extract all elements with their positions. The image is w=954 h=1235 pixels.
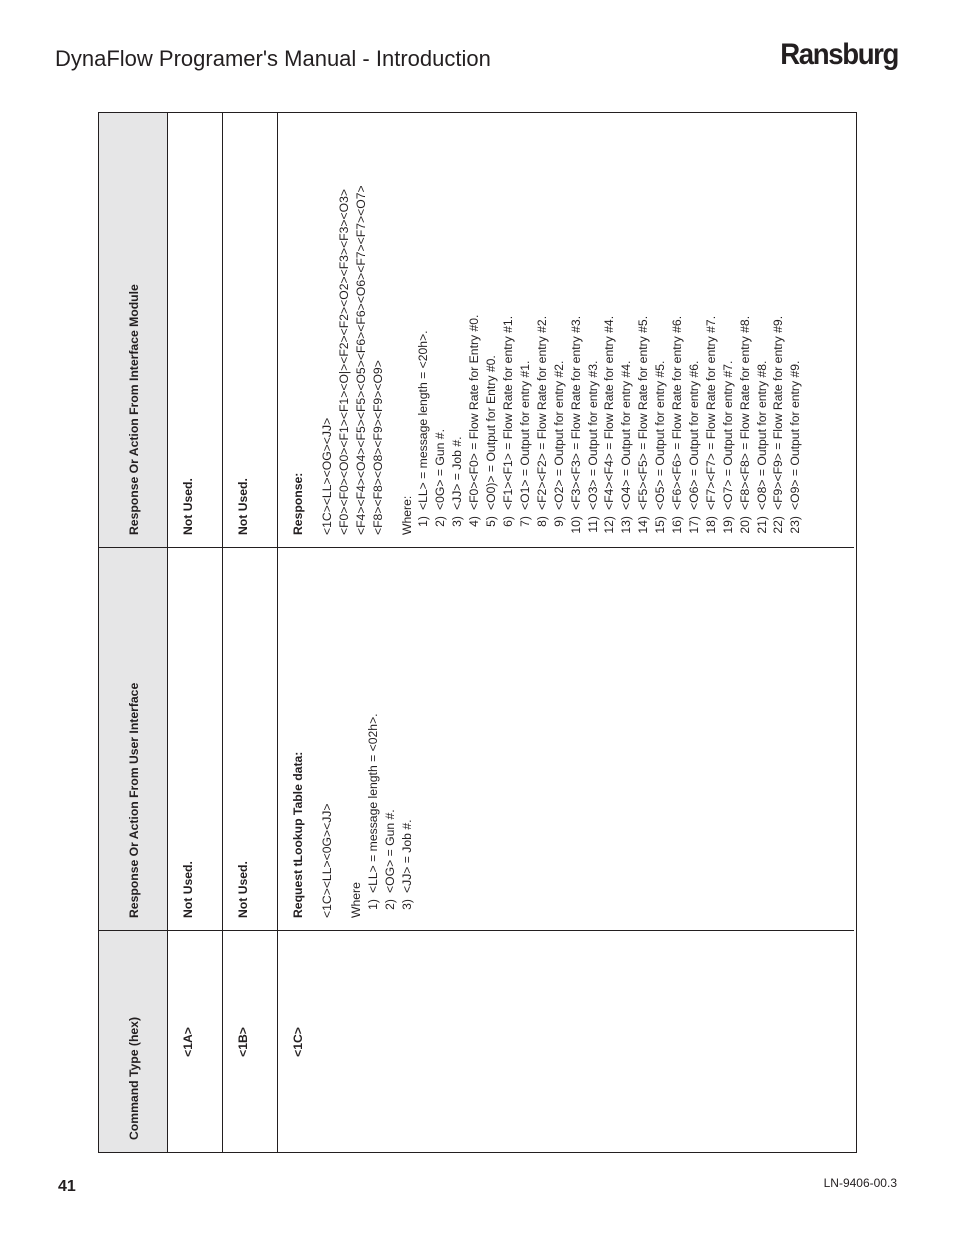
table-row	[168, 113, 223, 1152]
column-header-user-interface: Response Or Action From User Interface	[99, 547, 167, 930]
list-item: 13) <O4> = Output for entry #4.	[619, 360, 634, 534]
list-item: 20) <F8><F8> = Flow Rate for entry #8.	[737, 315, 752, 534]
module-response-heading: Response:	[291, 472, 305, 535]
list-item: 15) <O5> = Output for entry #5.	[653, 360, 668, 534]
list-item: 6) <F1><F1> = Flow Rate for entry #1.	[500, 315, 515, 527]
module-response-cell: Not Used.	[181, 478, 195, 535]
module-response-cell: Not Used.	[236, 478, 250, 535]
page-title: DynaFlow Programer's Manual - Introduction	[55, 46, 491, 71]
module-field-list	[415, 126, 804, 535]
ui-request-code: <1C><LL><0G><JJ>	[319, 803, 334, 918]
list-item: 2) <OG> = Gun #.	[382, 809, 397, 910]
module-response-code: <1C><LL><OG><JJ> <F0><F0><O0><F1><F1><O|><F2><F2><O2><F3><F3><O3> <F4><F4><O4><F5><F5><O5><F6><F6><O6><F7><F7><O7> <F8><F8><O8><F9><F9><O9>	[319, 185, 385, 535]
list-item: 9) <O2> = Output for entry #2.	[551, 360, 566, 527]
document-id: LN-9406-00.3	[823, 1176, 897, 1190]
list-item: 10) <F3><F3> = Flow Rate for entry #3.	[568, 315, 583, 534]
table-row	[223, 113, 278, 1152]
command-code: <1B>	[236, 1027, 250, 1057]
list-item: 12) <F4><F4> = Flow Rate for entry #4.	[602, 315, 617, 534]
command-code: <1C>	[291, 1027, 305, 1057]
command-cell	[223, 930, 277, 1152]
ui-response-cell	[278, 547, 854, 930]
ui-where-label: Where	[348, 882, 363, 918]
list-item: 8) <F2><F2> = Flow Rate for entry #2.	[534, 315, 549, 527]
list-item: 11) <O3> = Output for entry #3.	[585, 360, 600, 533]
list-item: 1) <LL> = message length = <02h>.	[365, 713, 380, 910]
list-item: 18) <F7><F7> = Flow Rate for entry #7.	[703, 315, 718, 534]
list-item: 4) <F0><F0> = Flow Rate for Entry #0.	[467, 314, 482, 527]
ui-response-cell: Not Used.	[168, 547, 222, 930]
command-cell	[168, 930, 222, 1152]
table-header-row	[99, 113, 168, 1152]
list-item: 14) <F5><F5> = Flow Rate for entry #5.	[636, 315, 651, 534]
command-code: <1A>	[181, 1027, 195, 1057]
brand-logo: Ransburg	[780, 38, 898, 71]
command-table-rotated	[99, 113, 856, 1152]
list-item: 23) <O9> = Output for entry #9.	[788, 360, 803, 534]
column-header-command-type: Command Type (hex)	[99, 930, 167, 1152]
table-row	[278, 113, 854, 1152]
column-header-interface-module: Response Or Action From Interface Module	[127, 284, 141, 535]
list-item: 22) <F9><F9> = Flow Rate for entry #9.	[771, 315, 786, 534]
list-item: 1) <LL> = message length = <20h>.	[416, 330, 431, 527]
list-item: 7) <O1> = Output for entry #1.	[517, 360, 532, 527]
ui-field-list	[365, 561, 416, 918]
list-item: 2) <0G> = Gun #.	[433, 429, 448, 527]
list-item: 5) <O0)> = Output for Entry #0.	[484, 355, 499, 527]
module-response-cell	[278, 113, 854, 547]
list-item: 21) <O8> = Output for entry #8.	[754, 360, 769, 534]
ui-request-heading: Request tLookup Table data:	[291, 751, 305, 918]
list-item: 16) <F6><F6> = Flow Rate for entry #6.	[670, 315, 685, 534]
command-table	[98, 112, 857, 1153]
command-cell	[278, 930, 854, 1152]
list-item: 3) <JJ> = Job #.	[399, 819, 414, 910]
page-number: 41	[58, 1178, 76, 1195]
module-where-label: Where:	[399, 495, 414, 535]
list-item: 3) <JJ> = Job #.	[450, 436, 465, 527]
list-item: 17) <O6> = Output for entry #6.	[686, 360, 701, 534]
ui-response-cell: Not Used.	[223, 547, 277, 930]
list-item: 19) <O7> = Output for entry #7.	[720, 360, 735, 534]
